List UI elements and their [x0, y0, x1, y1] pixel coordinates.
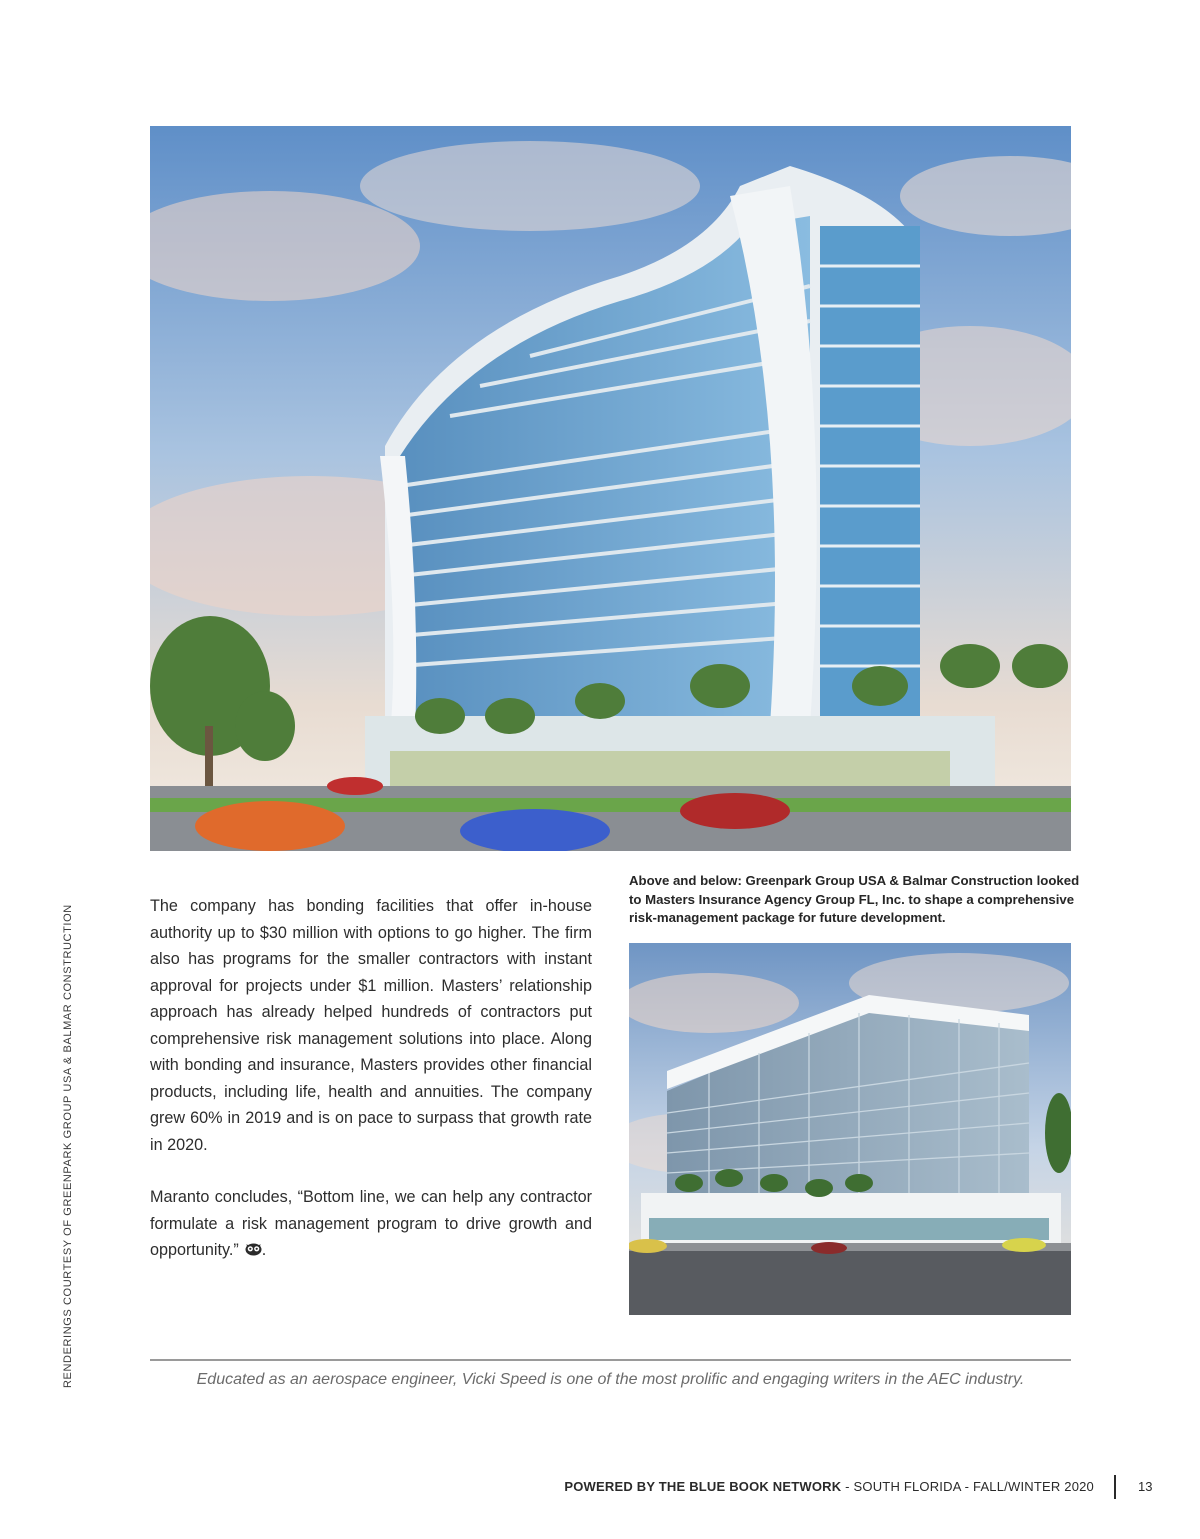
author-bio: Educated as an aerospace engineer, Vicki Speed is one of the most prolific and engaging writers in the AEC industry.: [196, 1371, 1025, 1388]
end-mark: .: [261, 1241, 267, 1259]
page-number: 13: [1138, 1479, 1153, 1494]
paragraph-conclusion: [150, 1184, 592, 1264]
page-footer: [400, 1479, 1094, 1494]
conclusion-text: Maranto concludes, “Bottom line, we can help any contractor formulate a risk management program to drive growth and opportunity.”: [150, 1188, 592, 1259]
building-rendering-top: [150, 126, 1071, 851]
building-rendering-bottom: [629, 943, 1071, 1315]
article-body: [150, 893, 592, 1290]
footer-separator: [1114, 1475, 1116, 1499]
footer-brand: POWERED BY THE BLUE BOOK NETWORK: [564, 1479, 842, 1494]
paragraph-bonding: The company has bonding facilities that offer in-house authority up to $30 million with options to go higher. The firm also has programs for the smaller contractors with instant approval for projects under $1 million. Masters’ relationship approach has already helped hundreds of contractors put comprehensive risk management solutions into place. Along with bonding and insurance, Masters provides other financial products, including life, health and annuities. The company grew 60% in 2019 and is on pace to surpass that growth rate in 2020.: [150, 897, 592, 1154]
divider-rule: [150, 1359, 1071, 1361]
image-caption: Above and below: Greenpark Group USA & Balmar Construction looked to Masters Insurance Agency Group FL, Inc. to shape a comprehensive risk-management package for future development.: [629, 873, 1080, 925]
owl-icon: [245, 1242, 262, 1256]
photo-credit: RENDERINGS COURTESY OF GREENPARK GROUP USA & BALMAR CONSTRUCTION: [62, 904, 74, 1388]
footer-edition: - SOUTH FLORIDA - FALL/WINTER 2020: [841, 1479, 1094, 1494]
